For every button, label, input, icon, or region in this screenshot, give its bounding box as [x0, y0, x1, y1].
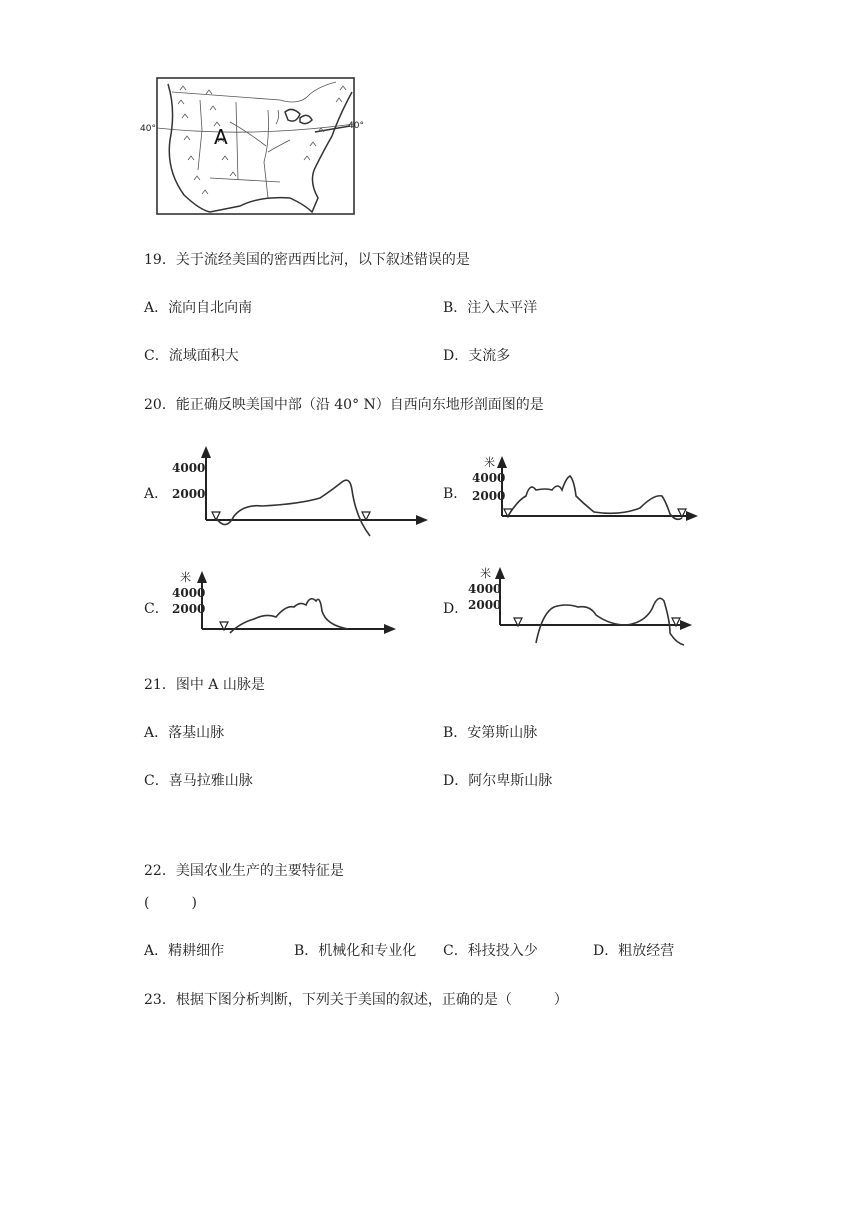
profile-c-tick-4000: 4000	[172, 586, 206, 600]
profile-b-unit: 米	[484, 456, 495, 469]
q20-option-c-label[interactable]: C．	[144, 601, 169, 617]
map-lat-left: 40°	[140, 124, 156, 134]
profile-d-tick-4000: 4000	[468, 582, 502, 596]
map-lat-right: 40°	[348, 121, 364, 131]
q22-option-a[interactable]: A．精耕细作	[144, 943, 225, 959]
q22-answer-blank[interactable]: ( )	[144, 895, 197, 911]
profile-d-unit: 米	[480, 567, 491, 580]
profile-b-tick-4000: 4000	[472, 471, 506, 485]
q20-option-b-label[interactable]: B．	[443, 486, 468, 502]
profile-b-tick-2000: 2000	[472, 489, 506, 503]
q21-option-a[interactable]: A．落基山脉	[144, 725, 225, 741]
q21-stem: 21．图中 A 山脉是	[144, 677, 265, 693]
q20-option-d-label[interactable]: D．	[443, 601, 469, 617]
q20-profile-d	[466, 563, 706, 653]
q19-option-a[interactable]: A．流向自北向南	[144, 300, 253, 316]
q19-option-c[interactable]: C．流域面积大	[144, 348, 239, 364]
q22-stem: 22．美国农业生产的主要特征是	[144, 863, 344, 879]
q20-profile-a	[170, 440, 440, 540]
q21-option-b[interactable]: B．安第斯山脉	[443, 725, 538, 741]
q22-option-d[interactable]: D．粗放经营	[593, 943, 675, 959]
profile-a-tick-2000: 2000	[172, 487, 206, 501]
profile-a-tick-4000: 4000	[172, 461, 206, 475]
q23-stem: 23．根据下图分析判断，下列关于美国的叙述，正确的是（ ）	[144, 992, 568, 1008]
map-mountain-label: A	[214, 125, 228, 149]
q20-profile-c	[170, 567, 410, 647]
q19-stem: 19．关于流经美国的密西西比河，以下叙述错误的是	[144, 252, 470, 268]
profile-c-unit: 米	[180, 571, 191, 584]
q22-option-b[interactable]: B．机械化和专业化	[294, 943, 417, 959]
q21-option-d[interactable]: D．阿尔卑斯山脉	[443, 773, 553, 789]
q19-option-b[interactable]: B．注入太平洋	[443, 300, 538, 316]
profile-d-tick-2000: 2000	[468, 598, 502, 612]
q22-option-c[interactable]: C．科技投入少	[443, 943, 538, 959]
us-map-figure	[140, 70, 364, 220]
profile-c-tick-2000: 2000	[172, 602, 206, 616]
q19-option-d[interactable]: D．支流多	[443, 348, 511, 364]
q21-option-c[interactable]: C．喜马拉雅山脉	[144, 773, 253, 789]
q20-profile-b	[470, 452, 710, 532]
q20-option-a-label[interactable]: A．	[144, 486, 169, 502]
q20-stem: 20．能正确反映美国中部（沿 40° N）自西向东地形剖面图的是	[144, 397, 544, 413]
